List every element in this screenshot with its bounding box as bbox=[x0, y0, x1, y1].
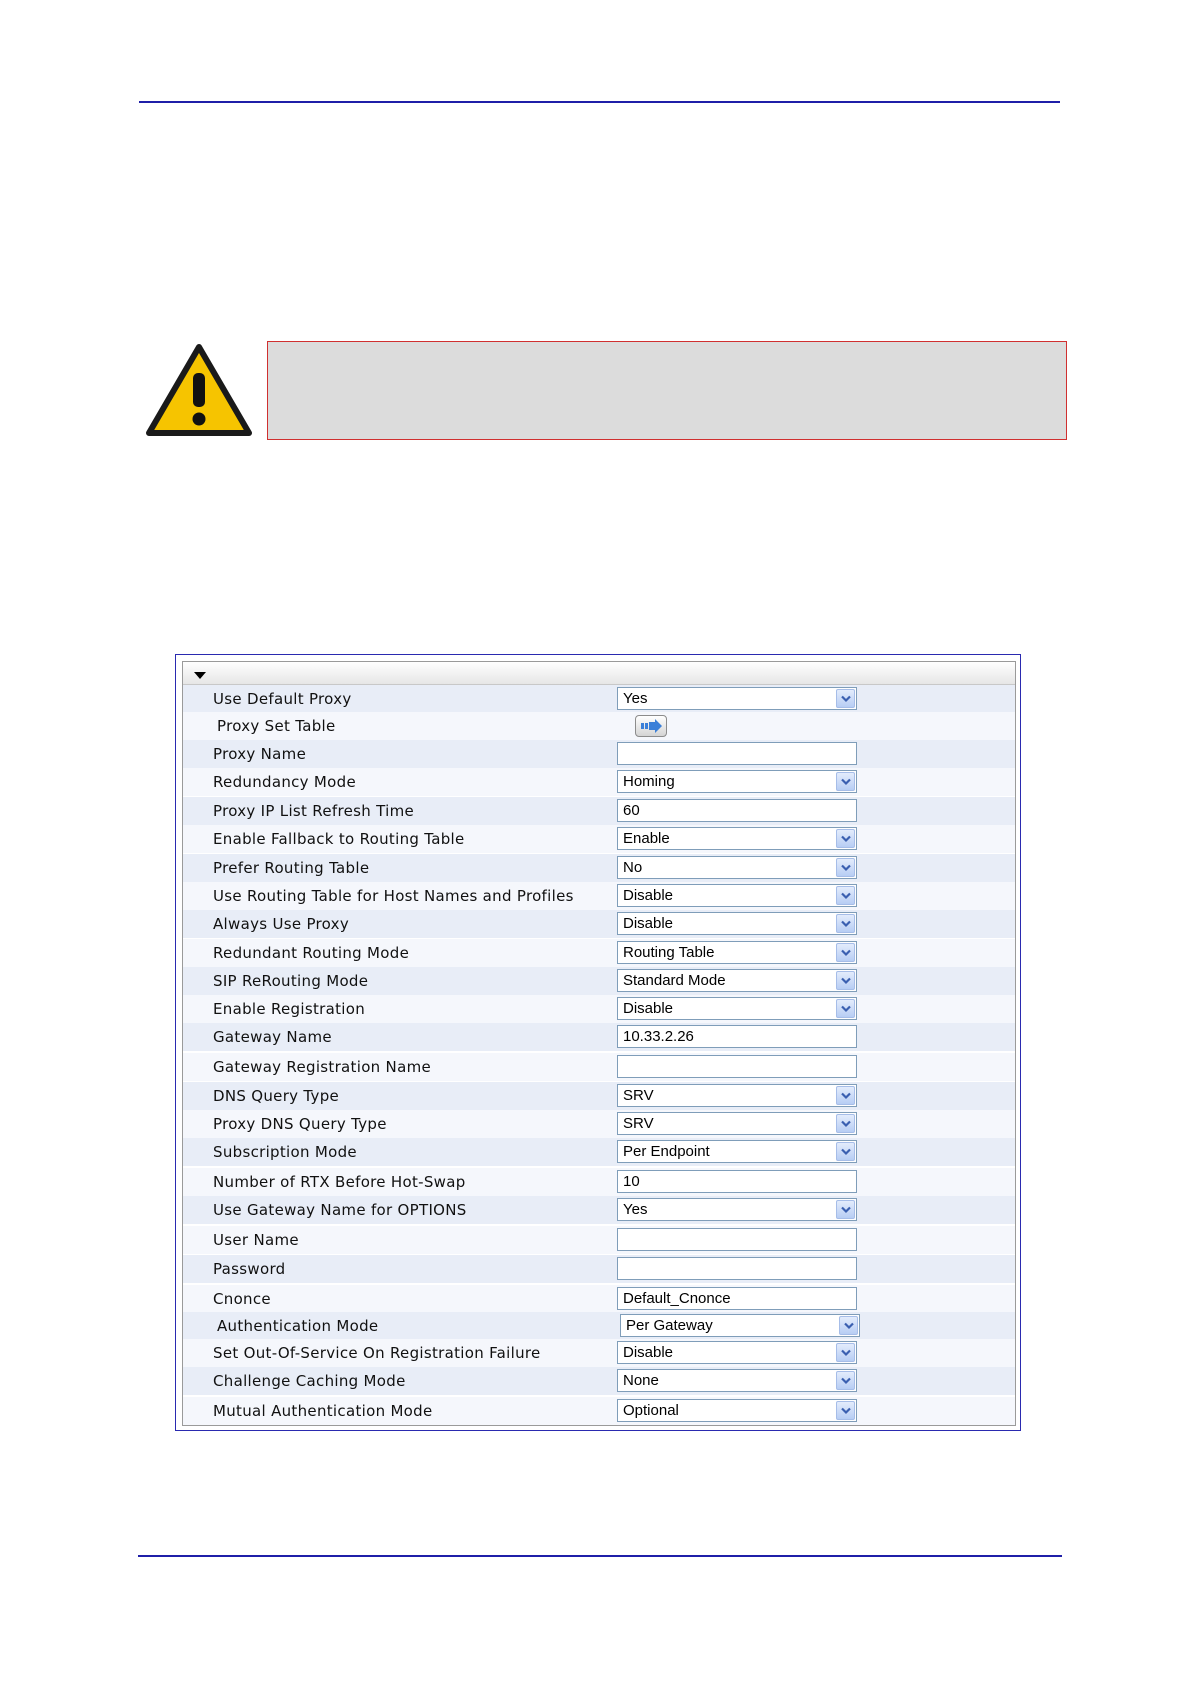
form-row bbox=[183, 740, 1015, 769]
form-row-label: Proxy Name bbox=[213, 745, 307, 763]
form-row bbox=[183, 768, 1015, 797]
form-row-label: Use Routing Table for Host Names and Profiles bbox=[213, 887, 574, 905]
select-field[interactable] bbox=[617, 941, 857, 964]
settings-panel-frame bbox=[182, 661, 1016, 1426]
select-field[interactable] bbox=[617, 856, 857, 879]
field-value: Disable bbox=[623, 1000, 674, 1017]
form-row-label: Password bbox=[213, 1260, 286, 1278]
select-field[interactable] bbox=[617, 1198, 857, 1221]
select-field[interactable] bbox=[617, 770, 857, 793]
chevron-down-icon bbox=[841, 949, 851, 957]
select-field[interactable] bbox=[617, 997, 857, 1020]
dropdown-button[interactable] bbox=[836, 971, 855, 990]
chevron-down-icon bbox=[841, 1148, 851, 1156]
field-value: Routing Table bbox=[623, 944, 715, 961]
chevron-down-icon bbox=[841, 920, 851, 928]
field-value: SRV bbox=[623, 1115, 654, 1132]
form-row-label: Number of RTX Before Hot-Swap bbox=[213, 1173, 466, 1191]
chevron-down-icon bbox=[841, 1349, 851, 1357]
field-value: Disable bbox=[623, 1344, 674, 1361]
form-row bbox=[183, 854, 1015, 883]
text-field[interactable] bbox=[617, 1257, 857, 1280]
form-row bbox=[183, 1023, 1015, 1052]
chevron-down-icon bbox=[841, 1377, 851, 1385]
chevron-down-icon bbox=[841, 1206, 851, 1214]
proxy-set-table-button[interactable] bbox=[635, 715, 667, 737]
dropdown-button[interactable] bbox=[836, 1142, 855, 1161]
form-row bbox=[183, 1196, 1015, 1225]
field-value: 10 bbox=[623, 1173, 640, 1190]
form-row bbox=[183, 825, 1015, 854]
form-row bbox=[183, 1082, 1015, 1111]
dropdown-button[interactable] bbox=[836, 1343, 855, 1362]
select-field[interactable] bbox=[617, 969, 857, 992]
dropdown-button[interactable] bbox=[836, 829, 855, 848]
field-value: 60 bbox=[623, 802, 640, 819]
dropdown-button[interactable] bbox=[836, 914, 855, 933]
form-row bbox=[183, 967, 1015, 996]
select-field[interactable] bbox=[617, 884, 857, 907]
form-row bbox=[183, 1110, 1015, 1139]
field-value: Yes bbox=[623, 690, 648, 707]
form-row-label: Subscription Mode bbox=[213, 1143, 357, 1161]
chevron-down-icon bbox=[841, 977, 851, 985]
form-row bbox=[183, 1168, 1015, 1197]
chevron-down-icon bbox=[841, 835, 851, 843]
form-row-label: Proxy IP List Refresh Time bbox=[213, 802, 415, 820]
footer-rule bbox=[138, 1555, 1062, 1557]
form-row-label: Authentication Mode bbox=[217, 1317, 379, 1335]
chevron-down-icon bbox=[841, 778, 851, 786]
field-value: Optional bbox=[623, 1402, 679, 1419]
form-row bbox=[183, 1397, 1015, 1426]
header-rule bbox=[139, 101, 1060, 103]
select-field[interactable] bbox=[617, 1112, 857, 1135]
select-field[interactable] bbox=[617, 1084, 857, 1107]
form-row bbox=[183, 797, 1015, 826]
form-row-label: Mutual Authentication Mode bbox=[213, 1402, 433, 1420]
text-field[interactable] bbox=[617, 1025, 857, 1048]
settings-panel bbox=[175, 654, 1021, 1431]
form-row-label: Proxy Set Table bbox=[217, 717, 336, 735]
form-row-label: Redundant Routing Mode bbox=[213, 944, 410, 962]
field-value: Per Endpoint bbox=[623, 1143, 710, 1160]
form-row bbox=[183, 685, 1015, 714]
form-rows bbox=[183, 685, 1015, 1425]
select-field[interactable] bbox=[620, 1314, 860, 1337]
form-row-label: Use Gateway Name for OPTIONS bbox=[213, 1201, 467, 1219]
form-row bbox=[183, 910, 1015, 939]
text-field[interactable] bbox=[617, 1055, 857, 1078]
field-value: Disable bbox=[623, 887, 674, 904]
form-row-label: SIP ReRouting Mode bbox=[213, 972, 369, 990]
dropdown-button[interactable] bbox=[836, 689, 855, 708]
field-value: Yes bbox=[623, 1201, 648, 1218]
chevron-down-icon bbox=[841, 1005, 851, 1013]
form-row-label: Redundancy Mode bbox=[213, 773, 356, 791]
dropdown-button[interactable] bbox=[839, 1316, 858, 1335]
field-value: None bbox=[623, 1372, 659, 1389]
form-row-label: Gateway Name bbox=[213, 1028, 332, 1046]
select-field[interactable] bbox=[617, 827, 857, 850]
panel-header[interactable] bbox=[183, 662, 1015, 685]
form-row bbox=[183, 1312, 1015, 1341]
select-field[interactable] bbox=[617, 1341, 857, 1364]
select-field[interactable] bbox=[617, 687, 857, 710]
chevron-down-icon bbox=[841, 864, 851, 872]
text-field[interactable] bbox=[617, 1228, 857, 1251]
dropdown-button[interactable] bbox=[836, 943, 855, 962]
dropdown-button[interactable] bbox=[836, 1371, 855, 1390]
dropdown-button[interactable] bbox=[836, 1401, 855, 1420]
chevron-down-icon bbox=[844, 1322, 854, 1330]
dropdown-button[interactable] bbox=[836, 1114, 855, 1133]
form-row bbox=[183, 1053, 1015, 1082]
dropdown-button[interactable] bbox=[836, 1086, 855, 1105]
text-field[interactable] bbox=[617, 1170, 857, 1193]
form-row-label: Always Use Proxy bbox=[213, 915, 350, 933]
form-row bbox=[183, 1285, 1015, 1314]
form-row bbox=[183, 1226, 1015, 1255]
text-field[interactable] bbox=[617, 1287, 857, 1310]
select-field[interactable] bbox=[617, 1140, 857, 1163]
warning-triangle-icon bbox=[143, 341, 255, 441]
chevron-down-icon bbox=[841, 892, 851, 900]
chevron-down-icon bbox=[841, 1092, 851, 1100]
collapse-triangle-icon[interactable] bbox=[194, 672, 206, 679]
form-row-label: Proxy DNS Query Type bbox=[213, 1115, 387, 1133]
dropdown-button[interactable] bbox=[836, 858, 855, 877]
text-field[interactable] bbox=[617, 742, 857, 765]
form-row-label: Enable Registration bbox=[213, 1000, 366, 1018]
select-field[interactable] bbox=[617, 1399, 857, 1422]
select-field[interactable] bbox=[617, 1369, 857, 1392]
field-value: Homing bbox=[623, 773, 675, 790]
form-row-label: Prefer Routing Table bbox=[213, 859, 370, 877]
dropdown-button[interactable] bbox=[836, 772, 855, 791]
field-value: No bbox=[623, 859, 643, 876]
form-row bbox=[183, 1255, 1015, 1284]
note-box bbox=[267, 341, 1067, 440]
field-value: Enable bbox=[623, 830, 670, 847]
field-value: 10.33.2.26 bbox=[623, 1028, 694, 1045]
arrow-right-icon bbox=[640, 719, 663, 733]
text-field[interactable] bbox=[617, 799, 857, 822]
field-value: Per Gateway bbox=[626, 1317, 713, 1334]
field-value: Disable bbox=[623, 915, 674, 932]
dropdown-button[interactable] bbox=[836, 1200, 855, 1219]
form-row-label: Use Default Proxy bbox=[213, 690, 352, 708]
form-row bbox=[183, 1367, 1015, 1396]
field-value: Default_Cnonce bbox=[623, 1290, 731, 1307]
form-row-label: Enable Fallback to Routing Table bbox=[213, 830, 465, 848]
form-row-label: Set Out-Of-Service On Registration Failure bbox=[213, 1344, 541, 1362]
dropdown-button[interactable] bbox=[836, 999, 855, 1018]
select-field[interactable] bbox=[617, 912, 857, 935]
form-row bbox=[183, 939, 1015, 968]
dropdown-button[interactable] bbox=[836, 886, 855, 905]
chevron-down-icon bbox=[841, 695, 851, 703]
form-row-label: Cnonce bbox=[213, 1290, 271, 1308]
form-row-label: DNS Query Type bbox=[213, 1087, 340, 1105]
field-value: SRV bbox=[623, 1087, 654, 1104]
chevron-down-icon bbox=[841, 1120, 851, 1128]
form-row-label: Gateway Registration Name bbox=[213, 1058, 432, 1076]
form-row bbox=[183, 712, 1015, 741]
form-row-label: Challenge Caching Mode bbox=[213, 1372, 406, 1390]
field-value: Standard Mode bbox=[623, 972, 726, 989]
form-row bbox=[183, 882, 1015, 911]
form-row bbox=[183, 1138, 1015, 1167]
form-row bbox=[183, 995, 1015, 1024]
form-row bbox=[183, 1339, 1015, 1368]
form-row-label: User Name bbox=[213, 1231, 299, 1249]
chevron-down-icon bbox=[841, 1407, 851, 1415]
